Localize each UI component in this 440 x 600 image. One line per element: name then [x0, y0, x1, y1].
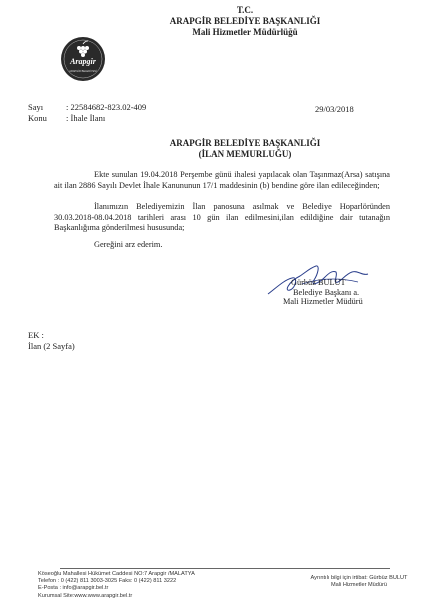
konu-row — [28, 113, 105, 124]
footer-website: Kurumsal Site:www.www.arapgir.bel.tr — [38, 592, 133, 599]
footer-email: E-Posta : info@arapgir.bel.tr — [38, 585, 109, 592]
attachments-label: EK : — [28, 330, 44, 340]
signature-block — [283, 278, 363, 307]
footer-contact — [38, 571, 258, 600]
footer-address: Köseoğlu Mahallesi Hükümet Caddesi NO:7 Arapgir /MALATYA — [38, 571, 195, 577]
document-date: 29/03/2018 — [315, 104, 354, 114]
body-paragraph-1: Ekte sunulan 19.04.2018 Perşembe günü ihalesi yapılacak olan Taşınmaz(Arsa) satışına ait ilan 2886 Sayılı Devlet İhale Kanununun 17/1 maddesinin (b) bendine göre ilan edileceğinden; — [54, 170, 390, 190]
signatory-role-2: Mali Hizmetler Müdürü — [283, 297, 363, 306]
letterhead-institution: ARAPGİR BELEDİYE BAŞKANLIĞI — [169, 16, 321, 26]
sayi-row — [28, 102, 146, 113]
letterhead-line-tc: T.C. — [236, 5, 254, 15]
body-closing: Gereğini arz ederim. — [94, 240, 163, 249]
letterhead — [140, 5, 350, 38]
sayi-label: Sayı — [28, 102, 44, 112]
sayi-value: : 22584682-823.02-409 — [66, 102, 147, 112]
footer-info — [284, 575, 434, 589]
logo-ring-text: ARAPGİR BELEDİYESİ — [69, 70, 97, 73]
footer-info-contact: Ayrıntılı bilgi için irtibat: Gürbüz BULUT — [310, 575, 408, 581]
footer-info-role: Mali Hizmetler Müdürü — [331, 582, 387, 589]
footer-phone: Telefon : 0 (422) 811 3003-3025 Faks: 0 (422) 811 3222 — [38, 578, 177, 585]
municipality-logo — [60, 36, 106, 82]
addressee-line-2: (İLAN MEMURLUĞU) — [198, 149, 292, 159]
logo-wordmark: Arapgir — [70, 57, 96, 66]
attachments — [28, 330, 75, 352]
addressee-line-1: ARAPGİR BELEDİYE BAŞKANLIĞI — [169, 138, 321, 148]
addressee-block — [120, 138, 370, 160]
logo-emblem-icon — [60, 36, 106, 82]
body-paragraph-2: İlanımızın Belediyemizin İlan panosuna asılmak ve Belediye Hoparlöründen 30.03.2018-08.04.2018 tarihleri arası 10 gün ilan edilmesini,ilan edildiğine dair tutanağın Başkanlığıma gönderilmesi hususunda; — [54, 202, 390, 232]
signatory-name: Gürbüz BULUT — [291, 278, 346, 287]
konu-value: : İhale İlanı — [66, 113, 106, 123]
konu-label: Konu — [28, 113, 47, 123]
footer-divider — [60, 568, 390, 569]
attachment-item: İlan (2 Sayfa) — [28, 341, 75, 351]
letterhead-department: Mali Hizmetler Müdürlüğü — [192, 27, 298, 37]
signatory-role-1: Belediye Başkanı a. — [293, 287, 360, 297]
